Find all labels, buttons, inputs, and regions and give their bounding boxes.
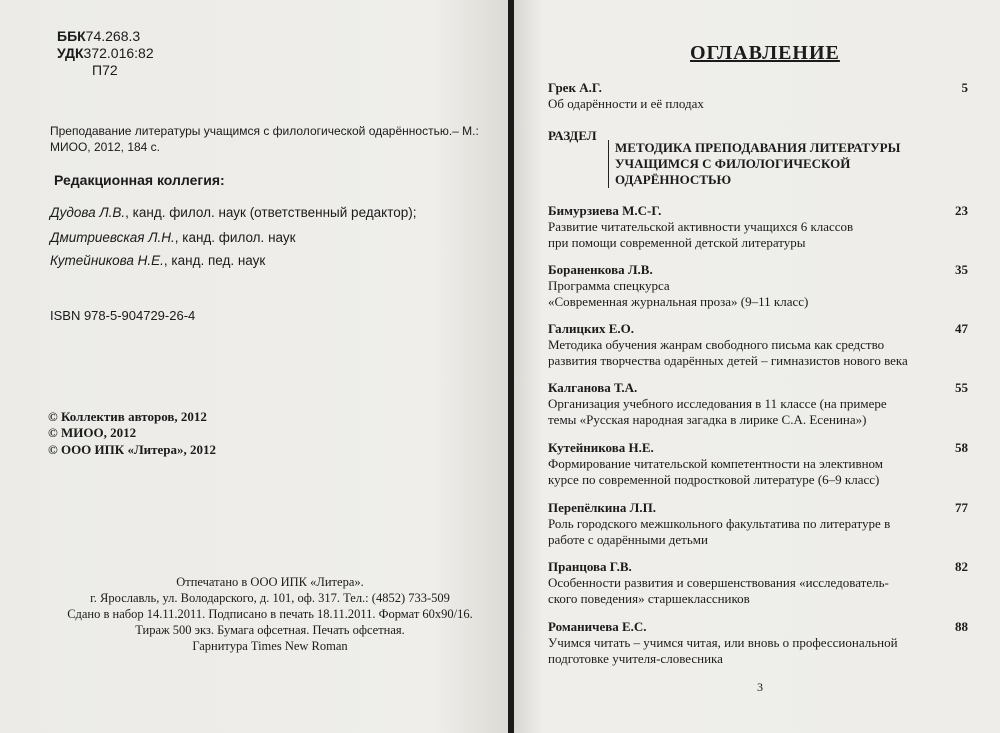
toc-author: Калганова Т.А. [548,380,638,395]
toc-entry-title: Особенности развития и совершенствования «исследователь- [548,575,889,590]
editor-line: Дмитриевская Л.Н., канд. филол. наук [50,230,296,245]
toc-author: Бимурзиева М.С-Г. [548,203,662,218]
section-label: РАЗДЕЛ [548,128,597,143]
toc-author: Перепёлкина Л.П. [548,500,656,515]
editor-line: Дудова Л.В., канд. филол. наук (ответственный редактор); [50,205,417,220]
toc-entry [548,380,968,428]
toc-entry-title: «Современная журнальная проза» (9–11 класс) [548,294,809,309]
section-title: МЕТОДИКА ПРЕПОДАВАНИЯ ЛИТЕРАТУРЫ УЧАЩИМСЯ С ФИЛОЛОГИЧЕСКОЙ ОДАРЁННОСТЬЮ [608,140,935,188]
toc-page-number: 35 [955,262,968,277]
isbn: ISBN 978-5-904729-26-4 [50,308,196,323]
toc-entry-title: курсе по современной подростковой литературе (6–9 класс) [548,472,880,487]
toc-entry-title: при помощи современной детской литературы [548,235,806,250]
toc-entry [548,440,968,488]
toc-entry-title: ского поведения» старшеклассников [548,591,750,606]
toc-page-number: 55 [955,380,968,395]
toc-entry [548,559,968,607]
toc-entry [548,619,968,667]
classification-codes [57,28,154,79]
copyright-line: © МИОО, 2012 [48,425,137,440]
toc-entry-title: Программа спецкурса [548,278,670,293]
toc-author: Грек А.Г. [548,80,602,95]
toc-entry-title: Организация учебного исследования в 11 классе (на примере [548,396,887,411]
bbk-line: ББК74.268.3 [57,28,141,44]
toc-page-number: 23 [955,203,968,218]
author-mark: П72 [92,62,118,78]
toc-entry [548,203,968,251]
toc-entry-title: Учимся читать – учимся читая, или вновь о профессиональной [548,635,898,650]
toc-title: ОГЛАВЛЕНИЕ [690,42,840,64]
toc-entry [548,321,968,369]
bibliographic-citation: Преподавание литературы учащимся с филологической одарённостью.– М.: МИОО, 2012, 184 с. [50,124,479,154]
toc-page-number: 58 [955,440,968,455]
toc-entry-title: темы «Русская народная загадка в лирике С.А. Есенина») [548,412,867,427]
toc-entry-title: Формирование читательской компетентности на элективном [548,456,884,471]
editorial-board-title: Редакционная коллегия: [54,172,225,188]
toc-page-number: 5 [961,80,968,95]
copyright-line: © ООО ИПК «Литера», 2012 [48,442,217,457]
printing-imprint: Отпечатано в ООО ИПК «Литера». г. Ярославль, ул. Володарского, д. 101, оф. 317. Тел.: (4852) 733-509 Сдано в набор 14.11.2011. Подписано в печать 18.11.2011. Формат 60x90/16. Тираж 500 экз. Бумага офсетная. Печать офсетная. Гарнитура Times New Roman [67,575,473,653]
toc-page-number: 82 [955,559,968,574]
toc-entry-title: Об одарённости и её плодах [548,96,704,111]
toc-author: Романичева Е.С. [548,619,647,634]
editor-line: Кутейникова Н.Е., канд. пед. наук [50,253,266,268]
toc-entry [548,500,968,548]
toc-page-number: 47 [955,321,968,336]
toc-entry-title: Роль городского межшкольного факультатива по литературе в [548,516,891,531]
toc-entry-title: работе с одарёнными детьми [548,532,708,547]
toc-page-number: 88 [955,619,968,634]
toc-author: Бораненкова Л.В. [548,262,653,277]
toc-entry-title: Развитие читательской активности учащихся 6 классов [548,219,854,234]
page-number: 3 [757,680,763,694]
toc-author: Пранцова Г.В. [548,559,632,574]
toc-entry [548,80,968,112]
copyright-line: © Коллектив авторов, 2012 [48,409,207,424]
toc-entry [548,262,968,310]
toc-entry-title: развития творчества одарённых детей – гимназистов нового века [548,353,908,368]
udk-line: УДК372.016:82 [57,45,154,61]
toc-author: Кутейникова Н.Е. [548,440,654,455]
toc-author: Галицких Е.О. [548,321,635,336]
toc-page-number: 77 [955,500,968,515]
toc-entry-title: Методика обучения жанрам свободного письма как средство [548,337,885,352]
toc-entry-title: подготовке учителя-словесника [548,651,723,666]
